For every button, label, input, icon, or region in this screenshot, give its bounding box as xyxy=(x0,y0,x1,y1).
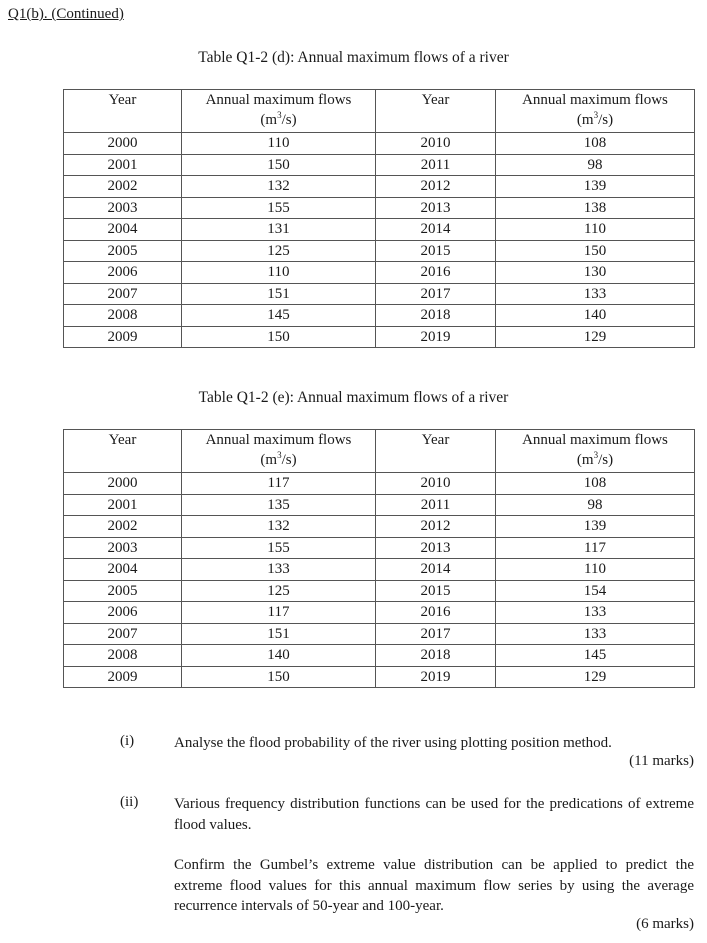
flow-cell: 131 xyxy=(182,219,376,241)
table-d-caption: Table Q1-2 (d): Annual maximum flows of a river xyxy=(198,49,509,66)
header-flows: Annual maximum flows $(m^3/s)$ xyxy=(182,430,376,473)
table-row xyxy=(64,623,695,645)
flow-cell: 155 xyxy=(182,537,376,559)
flow-cell: 151 xyxy=(182,623,376,645)
year-cell: 2001 xyxy=(64,154,182,176)
flow-cell: 108 xyxy=(496,473,695,495)
flow-cell: 98 xyxy=(496,494,695,516)
part-ii-text-1: Various frequency distribution functions can be used for the predications of extreme flood values. xyxy=(174,796,694,833)
flow-unit: $(m^3/s)$ xyxy=(576,110,614,128)
header-year: Year xyxy=(376,90,496,133)
year-cell: 2016 xyxy=(376,262,496,284)
flow-cell: 150 xyxy=(182,154,376,176)
year-cell: 2014 xyxy=(376,219,496,241)
question-heading: Q1(b). (Continued) xyxy=(8,6,124,22)
year-cell: 2007 xyxy=(64,623,182,645)
flow-cell: 145 xyxy=(496,645,695,667)
part-i-text: Analyse the flood probability of the river using plotting position method. xyxy=(174,735,612,751)
flow-cell: 140 xyxy=(496,305,695,327)
flow-cell: 151 xyxy=(182,283,376,305)
table-row xyxy=(64,602,695,624)
year-cell: 2002 xyxy=(64,176,182,198)
table-row xyxy=(64,473,695,495)
flow-cell: 139 xyxy=(496,516,695,538)
table-row xyxy=(64,516,695,538)
year-cell: 2007 xyxy=(64,283,182,305)
year-cell: 2004 xyxy=(64,219,182,241)
flow-cell: 132 xyxy=(182,176,376,198)
year-cell: 2019 xyxy=(376,326,496,348)
flow-cell: 138 xyxy=(496,197,695,219)
flow-cell: 110 xyxy=(496,219,695,241)
flow-cell: 110 xyxy=(496,559,695,581)
flow-cell: 133 xyxy=(496,602,695,624)
year-cell: 2017 xyxy=(376,623,496,645)
table-row xyxy=(64,283,695,305)
year-cell: 2019 xyxy=(376,666,496,688)
table-row xyxy=(64,133,695,155)
year-cell: 2013 xyxy=(376,197,496,219)
flow-cell: 125 xyxy=(182,240,376,262)
flow-cell: 133 xyxy=(496,283,695,305)
table-d-body xyxy=(64,133,695,348)
year-cell: 2003 xyxy=(64,197,182,219)
flow-cell: 133 xyxy=(496,623,695,645)
table-row xyxy=(64,666,695,688)
flow-cell: 117 xyxy=(182,602,376,624)
year-cell: 2018 xyxy=(376,305,496,327)
table-row xyxy=(64,537,695,559)
flow-cell: 117 xyxy=(496,537,695,559)
year-cell: 2015 xyxy=(376,240,496,262)
flow-unit: $(m^3/s)$ xyxy=(260,450,297,468)
flow-cell: 135 xyxy=(182,494,376,516)
table-e xyxy=(63,429,695,688)
header-flows: Annual maximum flows $(m^3/s)$ xyxy=(182,90,376,133)
header-flows: Annual maximum flows $(m^3/s)$ xyxy=(496,430,695,473)
table-row xyxy=(64,219,695,241)
year-cell: 2006 xyxy=(64,262,182,284)
flow-unit: $(m^3/s)$ xyxy=(576,450,614,468)
year-cell: 2010 xyxy=(376,133,496,155)
year-cell: 2013 xyxy=(376,537,496,559)
year-cell: 2009 xyxy=(64,666,182,688)
flow-cell: 150 xyxy=(182,326,376,348)
table-row xyxy=(64,645,695,667)
table-e-body xyxy=(64,473,695,688)
flow-cell: 130 xyxy=(496,262,695,284)
flow-cell: 150 xyxy=(182,666,376,688)
flow-cell: 132 xyxy=(182,516,376,538)
table-row xyxy=(64,326,695,348)
table-row xyxy=(64,559,695,581)
year-cell: 2004 xyxy=(64,559,182,581)
flow-cell: 129 xyxy=(496,326,695,348)
year-cell: 2003 xyxy=(64,537,182,559)
year-cell: 2002 xyxy=(64,516,182,538)
year-cell: 2016 xyxy=(376,602,496,624)
year-cell: 2008 xyxy=(64,645,182,667)
flow-cell: 145 xyxy=(182,305,376,327)
year-cell: 2006 xyxy=(64,602,182,624)
header-year: Year xyxy=(64,430,182,473)
part-ii-marks: (6 marks) xyxy=(636,916,694,932)
flow-cell: 133 xyxy=(182,559,376,581)
year-cell: 2012 xyxy=(376,176,496,198)
table-row xyxy=(64,305,695,327)
year-cell: 2015 xyxy=(376,580,496,602)
header-year: Year xyxy=(376,430,496,473)
flow-cell: 117 xyxy=(182,473,376,495)
table-e-header-row xyxy=(64,430,695,473)
part-ii-label: (ii) xyxy=(120,794,139,810)
table-e-caption: Table Q1-2 (e): Annual maximum flows of a river xyxy=(198,389,509,406)
table-d-header-row xyxy=(64,90,695,133)
year-cell: 2005 xyxy=(64,580,182,602)
year-cell: 2000 xyxy=(64,133,182,155)
year-cell: 2014 xyxy=(376,559,496,581)
year-cell: 2005 xyxy=(64,240,182,262)
year-cell: 2018 xyxy=(376,645,496,667)
flow-cell: 140 xyxy=(182,645,376,667)
table-row xyxy=(64,197,695,219)
flow-cell: 125 xyxy=(182,580,376,602)
flow-cell: 98 xyxy=(496,154,695,176)
year-cell: 2000 xyxy=(64,473,182,495)
table-row xyxy=(64,176,695,198)
year-cell: 2011 xyxy=(376,154,496,176)
flow-cell: 155 xyxy=(182,197,376,219)
header-year: Year xyxy=(64,90,182,133)
flow-cell: 110 xyxy=(182,133,376,155)
part-i-marks: (11 marks) xyxy=(629,753,694,769)
year-cell: 2009 xyxy=(64,326,182,348)
year-cell: 2001 xyxy=(64,494,182,516)
flow-cell: 129 xyxy=(496,666,695,688)
table-d xyxy=(63,89,695,348)
table-row xyxy=(64,494,695,516)
year-cell: 2012 xyxy=(376,516,496,538)
flow-cell: 110 xyxy=(182,262,376,284)
flow-cell: 150 xyxy=(496,240,695,262)
header-flows: Annual maximum flows $(m^3/s)$ xyxy=(496,90,695,133)
part-i-label: (i) xyxy=(120,733,135,749)
year-cell: 2011 xyxy=(376,494,496,516)
flow-cell: 108 xyxy=(496,133,695,155)
year-cell: 2017 xyxy=(376,283,496,305)
flow-unit: $(m^3/s)$ xyxy=(260,110,297,128)
flow-cell: 139 xyxy=(496,176,695,198)
year-cell: 2008 xyxy=(64,305,182,327)
table-row xyxy=(64,262,695,284)
table-row xyxy=(64,580,695,602)
table-row xyxy=(64,240,695,262)
flow-cell: 154 xyxy=(496,580,695,602)
year-cell: 2010 xyxy=(376,473,496,495)
part-ii-text-2: Confirm the Gumbel’s extreme value distribution can be applied to predict the extreme flood values for this annual maximum flow series by using the average recurrence intervals of 50-year and 100-year. xyxy=(174,857,694,914)
table-row xyxy=(64,154,695,176)
